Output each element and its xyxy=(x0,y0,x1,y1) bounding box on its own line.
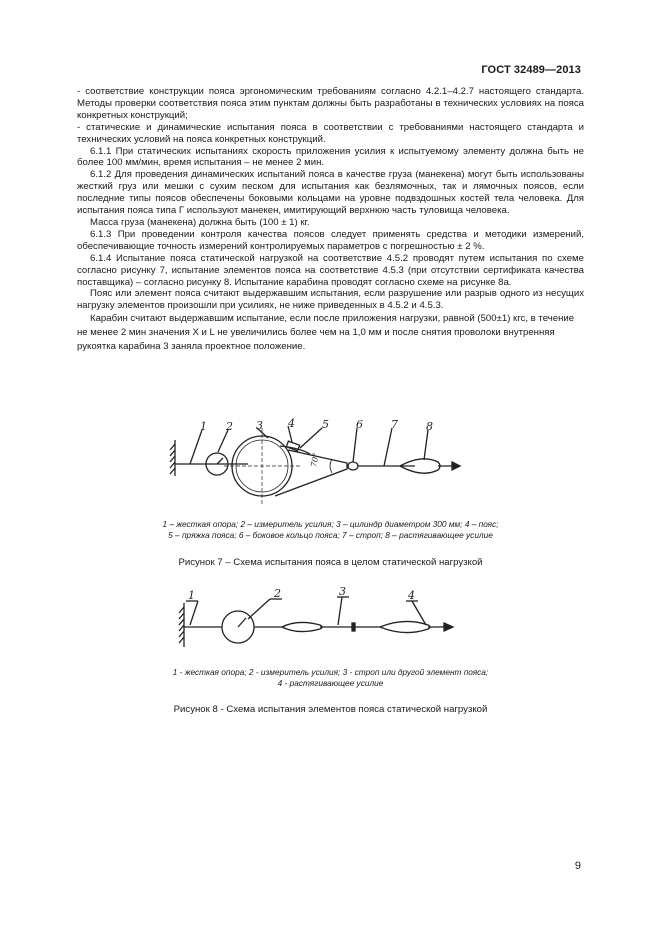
document-header: ГОСТ 32489—2013 xyxy=(481,64,581,76)
fig8-label-2: 2 xyxy=(274,587,281,600)
strap-loop xyxy=(282,622,322,631)
paragraph: 6.1.2 Для проведения динамических испытаний пояса в качестве груза (манекена) могут быть использованы жесткий груз или мешки с сухим песком для испытания как безлямочных, так и лямочных поясов, если последние типы поясов обеспечены боковыми кольцами на уровне подвздошных костей тела человека. Для испытания пояса типа Г используют манекен, имитирующий верхнюю часть туловища человека. xyxy=(77,169,584,217)
figure-8-title: Рисунок 8 - Схема испытания элементов пояса статической нагрузкой xyxy=(173,704,488,715)
figure-7-legend xyxy=(77,519,584,541)
paragraph: - статические и динамические испытания пояса в соответствии с требованиями настоящего стандарта и технических условий на пояса конкретных конструкций. xyxy=(77,121,584,145)
figure-7-title: Рисунок 7 – Схема испытания пояса в целом статической нагрузкой xyxy=(178,557,483,568)
figure-8-diagram xyxy=(170,585,470,655)
paragraph: Пояс или элемент пояса считают выдержавшим испытания, если разрушение или разрыв одного из несущих нагрузку элементов произошли при усилиях, не ниже приведенных в 4.5.2 и 4.5.3. xyxy=(77,288,584,312)
strap-loop xyxy=(380,621,430,632)
paragraph: 6.1.3 При проведении контроля качества поясов следует применять средства и методики измерений, обеспечивающие точность измерений контролируемых параметров с погрешностью ± 2 %. xyxy=(77,228,584,252)
paragraph: - соответствие конструкции пояса эргономическим требованиям согласно 4.2.1–4.2.7 настоящего стандарта. Методы проверки соответствия пояса этим пунктам должны быть разработаны в технических условиях на пояса конкретных конструкций; xyxy=(77,86,584,121)
figure-8-legend xyxy=(77,667,584,689)
fig7-label-7: 7 xyxy=(391,418,398,431)
fig8-label-1: 1 xyxy=(188,589,195,602)
paragraph: 6.1.1 При статических испытаниях скорость приложения усилия к испытуемому элементу должна быть не более 100 мм/мин, время испытания – не менее 2 мин. xyxy=(77,145,584,169)
side-ring xyxy=(348,462,358,470)
fig7-label-8: 8 xyxy=(426,420,433,433)
figure-8-legend-line-2: 4 - растягивающее усилие xyxy=(277,678,384,688)
fig7-label-2: 2 xyxy=(226,420,233,433)
fig7-label-4: 4 xyxy=(288,418,295,430)
body-text xyxy=(77,86,584,354)
fig8-label-3: 3 xyxy=(339,585,346,598)
figure-7-legend-line-1: 1 – жесткая опора; 2 – измеритель усилия; 3 – цилиндр диаметром 300 мм; 4 – пояс; xyxy=(162,519,499,529)
force-arrow xyxy=(444,623,453,631)
fig7-angle-label: 70° xyxy=(309,452,321,468)
figure-7-legend-line-2: 5 – пряжка пояса; 6 – боковое кольцо пояса; 7 – строп; 8 – растягивающее усилие xyxy=(168,530,493,540)
fig7-label-6: 6 xyxy=(356,418,363,431)
force-arrow xyxy=(452,462,460,470)
fig8-label-4: 4 xyxy=(408,589,415,602)
fig7-label-3: 3 xyxy=(256,419,263,432)
paragraph: Карабин считают выдержавшим испытание, если после приложения нагрузки, равной (500±1) кгс, в течение не менее 2 мин значения X и L не увеличились более чем на 1,0 мм и после снятия проволоки внутренняя рукоятка карабина 3 заняла проектное положение. xyxy=(77,313,575,353)
paragraph: 6.1.4 Испытание пояса статической нагрузкой на соответствие 4.5.2 проводят путем испытания по схеме согласно рисунку 7, испытание элементов пояса на соответствие 4.5.3 (при отсутствии сертификата качества поставщика) – согласно рисунку 8. Испытание карабина проводят согласно схеме на рисунке 8а. xyxy=(77,252,584,288)
paragraph: Масса груза (манекена) должна быть (100 ± 1) кг. xyxy=(90,216,310,228)
fig7-label-1: 1 xyxy=(200,420,207,433)
figure-8-legend-line-1: 1 - жесткая опора; 2 - измеритель усилия; 3 - строп или другой элемент пояса; xyxy=(172,667,489,677)
fig7-label-5: 5 xyxy=(322,418,329,431)
figure-7-diagram xyxy=(160,418,470,518)
page-number: 9 xyxy=(574,860,581,872)
